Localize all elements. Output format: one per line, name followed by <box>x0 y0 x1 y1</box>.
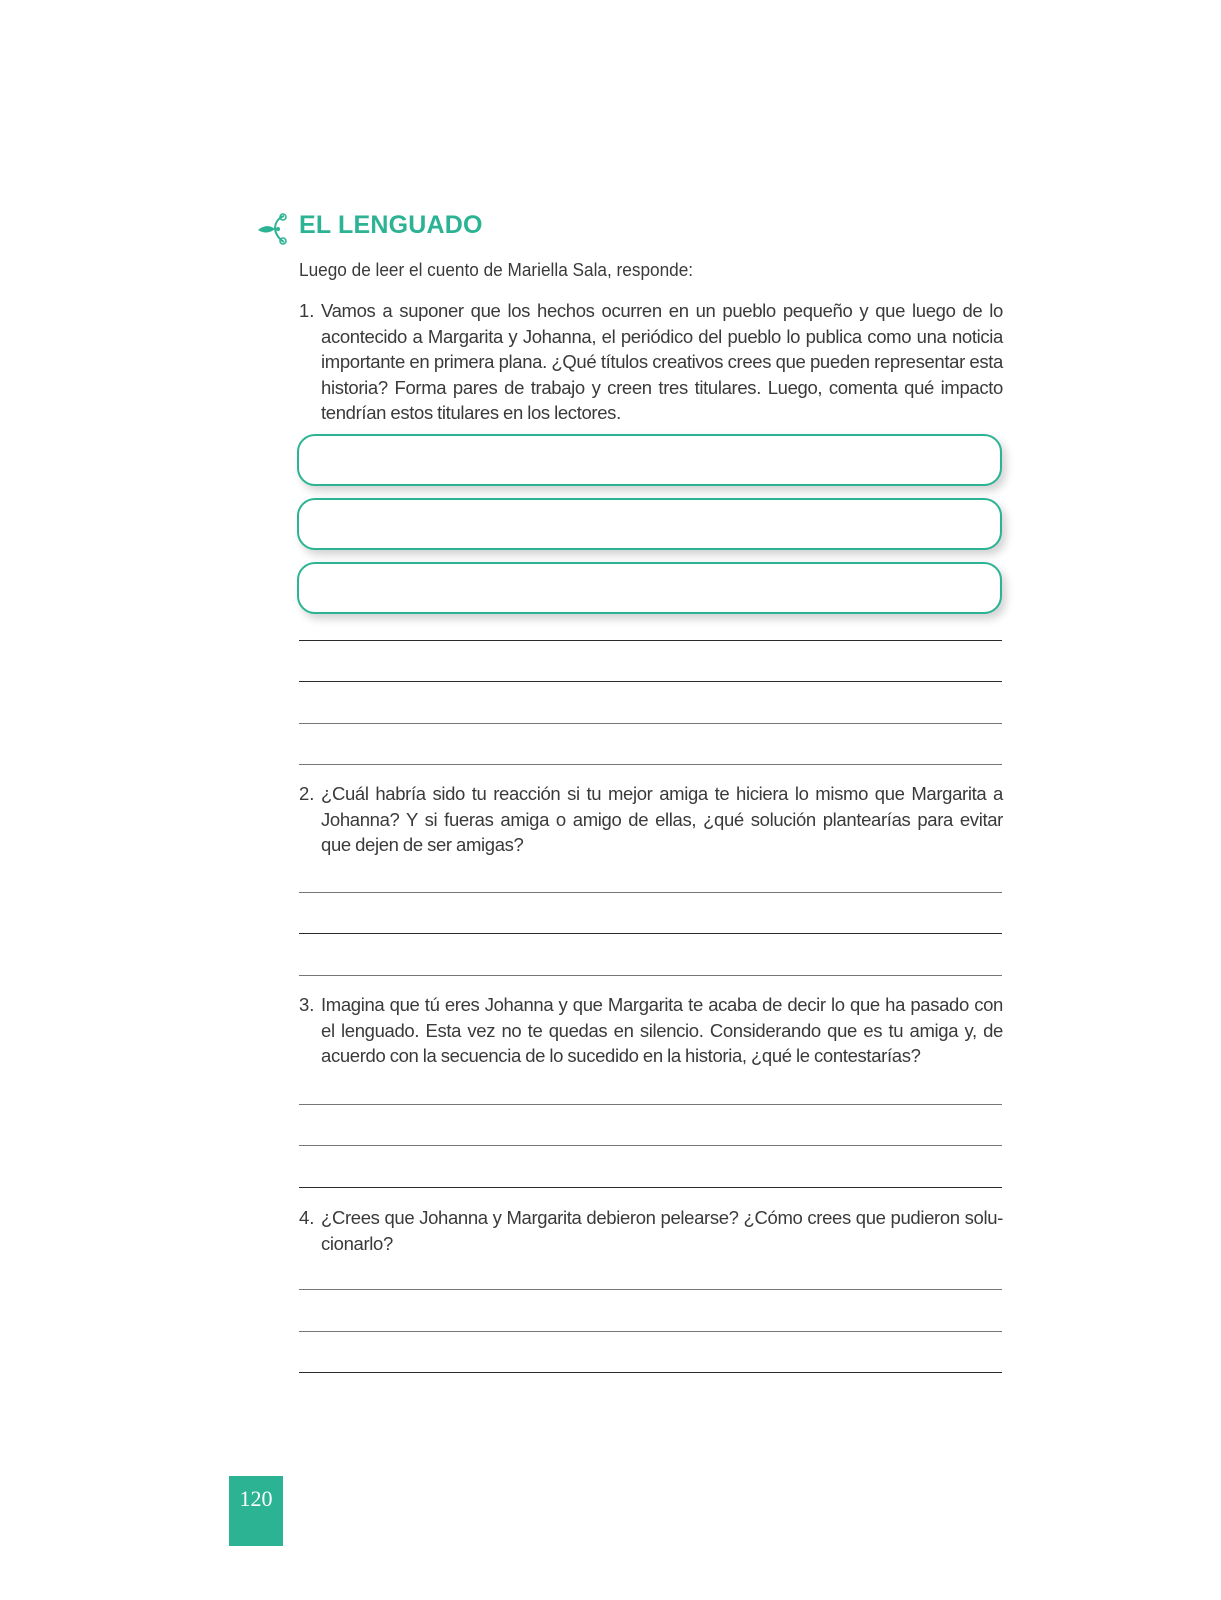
answer-line[interactable] <box>299 892 1002 893</box>
answer-line[interactable] <box>299 764 1002 765</box>
question-4 <box>299 1205 1003 1256</box>
question-number: 2. <box>299 783 315 804</box>
answer-line[interactable] <box>299 1372 1002 1373</box>
answer-line[interactable] <box>299 975 1002 976</box>
question-text: Vamos a suponer que los hechos ocurren en un pueblo pequeño y que luego de lo acontecido a Margarita y Johanna, el periódico del pueblo lo publica como una noticia importante en primera plana. ¿Qué títulos creativos crees que pueden representar esta historia? Forma pares de trabajo y creen tres titulares. Luego, comenta qué impacto tendrían estos titulares en los lectores. <box>321 300 1003 423</box>
question-2 <box>299 781 1003 858</box>
intro-text: Luego de leer el cuento de Mariella Sala, responde: <box>299 259 694 280</box>
question-text: ¿Cuál habría sido tu reacción si tu mejor amiga te hiciera lo mismo que Margarita a Johanna? Y si fueras amiga o amigo de ellas, ¿qué solución plantearías para evitar que dejen de ser amigas? <box>321 783 1003 855</box>
answer-line[interactable] <box>299 1289 1002 1290</box>
answer-line[interactable] <box>299 1145 1002 1146</box>
question-1 <box>299 298 1003 426</box>
question-3 <box>299 992 1003 1069</box>
question-number: 1. <box>299 300 315 321</box>
question-text: ¿Crees que Johanna y Margarita debieron pelearse? ¿Cómo crees que pudieron solu-cionarlo? <box>321 1207 1003 1254</box>
section-title: EL LENGUADO <box>299 211 483 239</box>
answer-line[interactable] <box>299 933 1002 934</box>
answer-line[interactable] <box>299 1331 1002 1332</box>
answer-line[interactable] <box>299 723 1002 724</box>
headline-field-1[interactable] <box>297 434 1002 486</box>
question-text: Imagina que tú eres Johanna y que Margarita te acaba de decir lo que ha pasado con el lenguado. Esta vez no te quedas en silencio. Considerando que es tu amiga y, de acuerdo con la secuencia de lo sucedido en la historia, ¿qué le contestarías? <box>321 994 1003 1066</box>
headline-field-2[interactable] <box>297 498 1002 550</box>
answer-line[interactable] <box>299 1104 1002 1105</box>
question-number: 3. <box>299 994 315 1015</box>
leaf-ornament-icon <box>256 212 290 246</box>
answer-line[interactable] <box>299 681 1002 682</box>
page-number: 120 <box>229 1476 283 1546</box>
question-number: 4. <box>299 1207 315 1228</box>
answer-line[interactable] <box>299 640 1002 641</box>
headline-field-3[interactable] <box>297 562 1002 614</box>
answer-line[interactable] <box>299 1187 1002 1188</box>
